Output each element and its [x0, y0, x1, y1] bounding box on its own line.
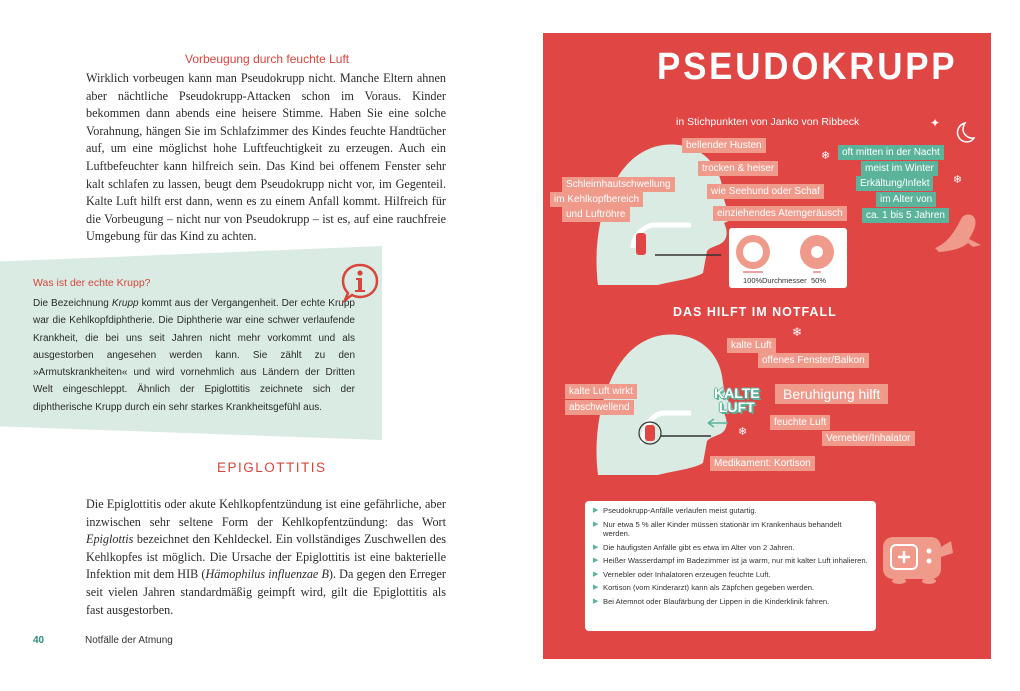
note-item: ▶ Die häufigsten Anfälle gibt es etwa im Alter von 2 Jahren. — [593, 543, 870, 553]
note-item: ▶ Bei Atemnot oder Blaufärbung der Lippen in die Kinderklinik fahren. — [593, 597, 870, 607]
tag-alter-jahre: ca. 1 bis 5 Jahren — [862, 208, 949, 223]
tag-alter-von: im Alter von — [876, 192, 936, 207]
tag-feuchte-luft: feuchte Luft — [770, 415, 830, 430]
tag-beruhigung: Beruhigung hilft — [775, 384, 888, 404]
section-heading-vorbeugung: Vorbeugung durch feuchte Luft — [185, 52, 350, 66]
infographic-subtitle: in Stichpunkten von Janko von Ribbeck — [676, 116, 860, 128]
diameter-label: Durchmesser — [762, 276, 807, 285]
note-item: ▶ Vernebler oder Inhalatoren erzeugen feuchte Luft. — [593, 570, 870, 580]
tag-vernebler: Vernebler/Inhalator — [822, 431, 915, 446]
diameter-comparison — [729, 228, 847, 288]
snowflake-icon: ❄ — [792, 325, 803, 339]
larynx-icon — [636, 233, 646, 255]
notes-box — [585, 501, 876, 631]
page-number: 40 — [33, 635, 45, 646]
tag-medikament: Medikament: Kortison — [710, 456, 815, 471]
note-item: ▶ Heißer Wasserdampf im Badezimmer ist ja warm, nur mit kalter Luft inhalieren. — [593, 556, 870, 566]
tag-winter: meist im Winter — [861, 161, 938, 176]
snowflake-icon: ❄ — [738, 426, 748, 438]
tag-abschwellend: abschwellend — [565, 400, 634, 415]
tag-atemgeraeusch: einziehendes Atemgeräusch — [713, 206, 847, 221]
kalte-luft-lettering: KALTE LUFT — [714, 385, 760, 415]
paragraph-epiglottitis: Die Epiglottitis oder akute Kehlkopfentzündung ist eine gefährliche, aber inzwischen sehr seltene Form der Kehlkopfentzündung: das Wort Epiglottis bezeichnet den Kehldeckel. Ein vollständiges Zuschwellen des Kehlkopfes ist möglich. Die Ursache der Epiglottitis ist eine bakterielle Infektion mit dem HIB (Hämophilus influenzae B). Da gegen den Erreger seit vielen Jahren standardmäßig geimpft wird, gilt die Epiglottitis als fast ausgestorben. — [86, 497, 446, 617]
snowflake-icon: ❄ — [953, 174, 963, 186]
tag-trocken-heiser: trocken & heiser — [698, 161, 778, 176]
tag-kalte-luft: kalte Luft — [727, 338, 776, 353]
help-section-title: DAS HILFT IM NOTFALL — [673, 305, 837, 319]
info-box-title: Was ist der echte Krupp? — [33, 277, 151, 289]
moon-icon — [958, 123, 974, 142]
notes-list — [585, 501, 876, 606]
note-item: ▶ Nur etwa 5 % aller Kinder müssen stationär im Krankenhaus behandelt werden. — [593, 520, 870, 539]
note-item: ▶ Kortison (vom Kinderarzt) kann als Zäpfchen gegeben werden. — [593, 583, 870, 593]
paragraph-vorbeugung: Wirklich vorbeugen kann man Pseudokrupp nicht. Manche Eltern ahnen aber nächtliche Pseudokrupp-Attacken schon im Voraus. Kinder bekommen dann abends eine heisere Stimme. Haben Sie eine solche Vorahnung, hängen Sie im Schlafzimmer des Kindes feuchte Handtücher auf, um eine möglichst hohe Luftfeuchtigkeit zu erzeugen. Auch ein Luftbefeuchter kann hilfreich sein. Das Kind bei offenem Fenster sehr kalt schlafen zu lassen, beugt dem Pseudokrupp nicht vor, im Gegenteil. Kalte Luft hilft erst dann, wenn es zu einem Anfall kommt. Hilfreich für die Vorbeugung – nicht nur von Pseudokrupp – ist es, auf eine rauchfreie Umgebung für das Kind zu achten. — [86, 71, 446, 244]
tag-schleimhaut-3: und Luftröhre — [562, 207, 630, 222]
tag-seehund: wie Seehund oder Schaf — [707, 184, 824, 199]
tag-bellender-husten: bellender Husten — [682, 138, 766, 153]
section-title-epiglottitis: EPIGLOTTITIS — [217, 460, 327, 475]
inhaler-device-icon — [883, 537, 953, 584]
tag-fenster: offenes Fenster/Balkon — [758, 353, 869, 368]
tag-schleimhaut-1: Schleimhautschwellung — [562, 177, 675, 192]
tag-erkaeltung: Erkältung/Infekt — [856, 176, 933, 191]
infographic-title: PSEUDOKRUPP — [657, 46, 958, 88]
larynx-icon-2 — [645, 425, 655, 441]
chapter-label: Notfälle der Atmung — [85, 635, 173, 646]
star-icon: ✦ — [930, 116, 941, 130]
tag-wirkt: kalte Luft wirkt — [565, 384, 637, 399]
tag-nacht: oft mitten in der Nacht — [838, 145, 944, 160]
diameter-half-label: 50% — [811, 276, 827, 285]
info-icon — [340, 262, 380, 304]
info-box-text: Die Bezeichnung Krupp kommt aus der Vergangenheit. Der echte Krupp war die Kehlkopfdiphtherie. Die Diphtherie war eine schwer verlaufende Krankheit, die bei uns seit Jahren nicht mehr vorkommt und als ausgestorben angesehen werden kann. Sie zählt zu den »Armutskrankheiten« und wird vornehmlich aus Ländern der Dritten Welt eingeschleppt. Ähnlich der Epiglottitis zeichnete sich der diphtherische Krupp durch ein sehr starkes Krankheitsgefühl aus. — [33, 298, 355, 413]
note-item: ▶ Pseudokrupp-Anfälle verlaufen meist gutartig. — [593, 506, 870, 516]
tag-schleimhaut-2: im Kehlkopfbereich — [550, 192, 643, 207]
snowflake-icon: ❄ — [821, 150, 831, 162]
diameter-full-label: 100% — [743, 276, 763, 285]
